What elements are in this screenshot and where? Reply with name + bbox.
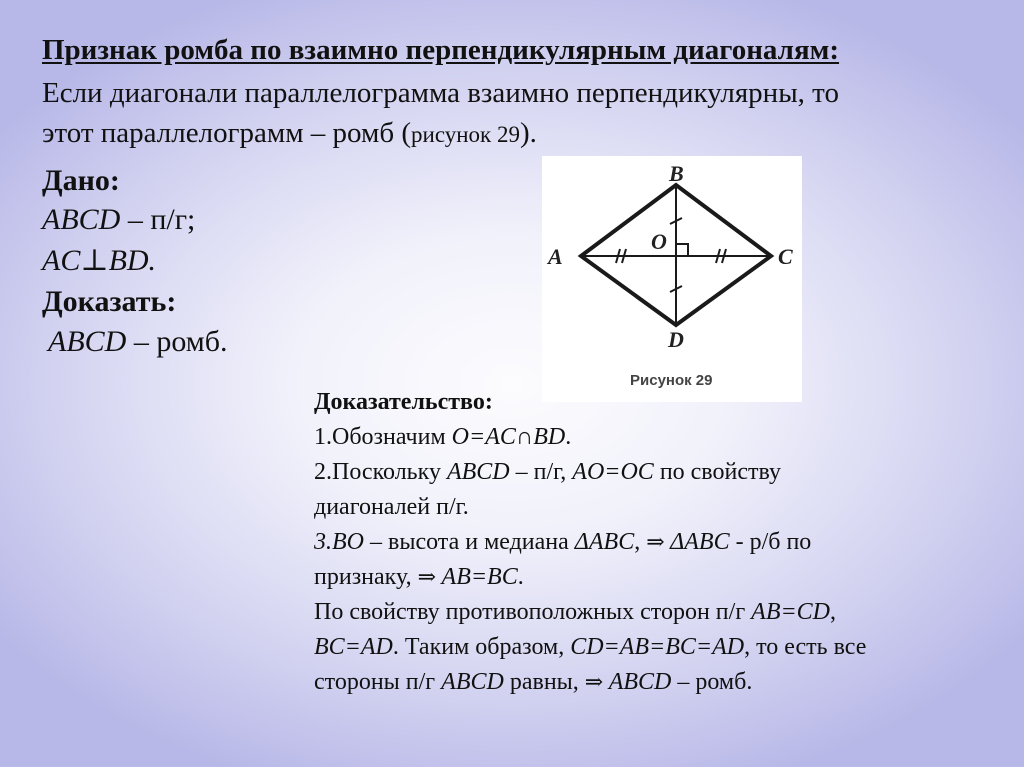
theorem-text: Если диагонали параллелограмма взаимно перпендикулярны, то (42, 77, 839, 109)
text: По свойству противоположных сторон п/г (314, 599, 752, 625)
math-var: ΔABC (574, 529, 635, 555)
math-var: BC=AD (314, 634, 393, 660)
proof-step-2-cont: диагоналей п/г. (314, 494, 469, 520)
text: признаку, (314, 564, 418, 590)
proof-step-2 (314, 459, 781, 486)
text: , то есть все (744, 634, 867, 660)
proof-step-3-cont (314, 564, 524, 591)
text: , (634, 529, 647, 555)
text: 1.Обозначим (314, 424, 452, 450)
math-var: BD (533, 424, 566, 450)
text: по свойству (653, 459, 781, 485)
math-var: ΔABC (670, 529, 730, 555)
proof-step-1 (314, 424, 571, 451)
text: 2.Поскольку (314, 459, 447, 485)
theorem-text: этот параллелограмм – ромб ( (42, 117, 412, 149)
math-var: 3.BO (314, 529, 364, 555)
text: . (517, 564, 524, 590)
text: , (830, 599, 837, 625)
proof-heading: Доказательство: (314, 389, 493, 415)
math-var: AC (42, 244, 81, 277)
text: – высота и медиана (364, 529, 575, 555)
vertex-label-b: B (669, 161, 684, 186)
math-var: O=AC (451, 424, 516, 450)
rhombus-diagram (542, 156, 802, 402)
prove-line-1 (48, 325, 228, 359)
text: – п/г; (120, 203, 196, 236)
given-line-2 (42, 243, 156, 278)
math-var: ABCD (441, 669, 504, 695)
text: - р/б по (729, 529, 812, 555)
text: – ромб. (671, 669, 753, 695)
prove-heading: Доказать: (42, 285, 177, 318)
proof-step-4-end (314, 669, 752, 696)
theorem-text: ). (519, 117, 537, 149)
text: стороны п/г (314, 669, 442, 695)
center-label-o: O (651, 229, 667, 254)
vertex-label-d: D (668, 327, 684, 352)
proof-step-3 (314, 529, 811, 556)
text: . Таким образом, (392, 634, 571, 660)
perpendicular-symbol: ⊥ (80, 244, 109, 277)
math-var: AB=CD (751, 599, 831, 625)
slide-title: Признак ромба по взаимно перпендикулярным диагоналям: (42, 34, 840, 66)
math-var: ABCD (608, 669, 672, 695)
implies-symbol: ⇒ (646, 529, 671, 554)
text: . (565, 424, 572, 450)
right-angle-mark (676, 244, 688, 256)
math-var: ABCD (446, 459, 510, 485)
rhombus-figure (542, 156, 802, 402)
text: – п/г, (509, 459, 573, 485)
text: – ромб. (126, 325, 228, 358)
math-var: AO=OC (572, 459, 654, 485)
math-var: ABCD (42, 203, 121, 236)
intersection-symbol: ∩ (515, 424, 534, 450)
proof-step-4 (314, 599, 836, 626)
figure-reference: рисунок 29 (411, 122, 520, 147)
vertex-label-c: C (778, 244, 793, 269)
theorem-line-1 (42, 77, 839, 110)
vertex-label-a: A (548, 244, 563, 269)
given-line-1 (42, 203, 195, 237)
math-var: BD. (108, 244, 157, 277)
given-heading: Дано: (42, 164, 120, 197)
theorem-line-2 (42, 117, 537, 150)
figure-caption: Рисунок 29 (630, 372, 713, 389)
text: равны, (503, 669, 585, 695)
implies-symbol: ⇒ (417, 564, 442, 589)
math-var: AB=BC (441, 564, 518, 590)
math-var: ABCD (48, 325, 127, 358)
math-var: CD=AB=BC=AD (570, 634, 745, 660)
proof-step-4-cont (314, 634, 866, 661)
implies-symbol: ⇒ (584, 669, 609, 694)
